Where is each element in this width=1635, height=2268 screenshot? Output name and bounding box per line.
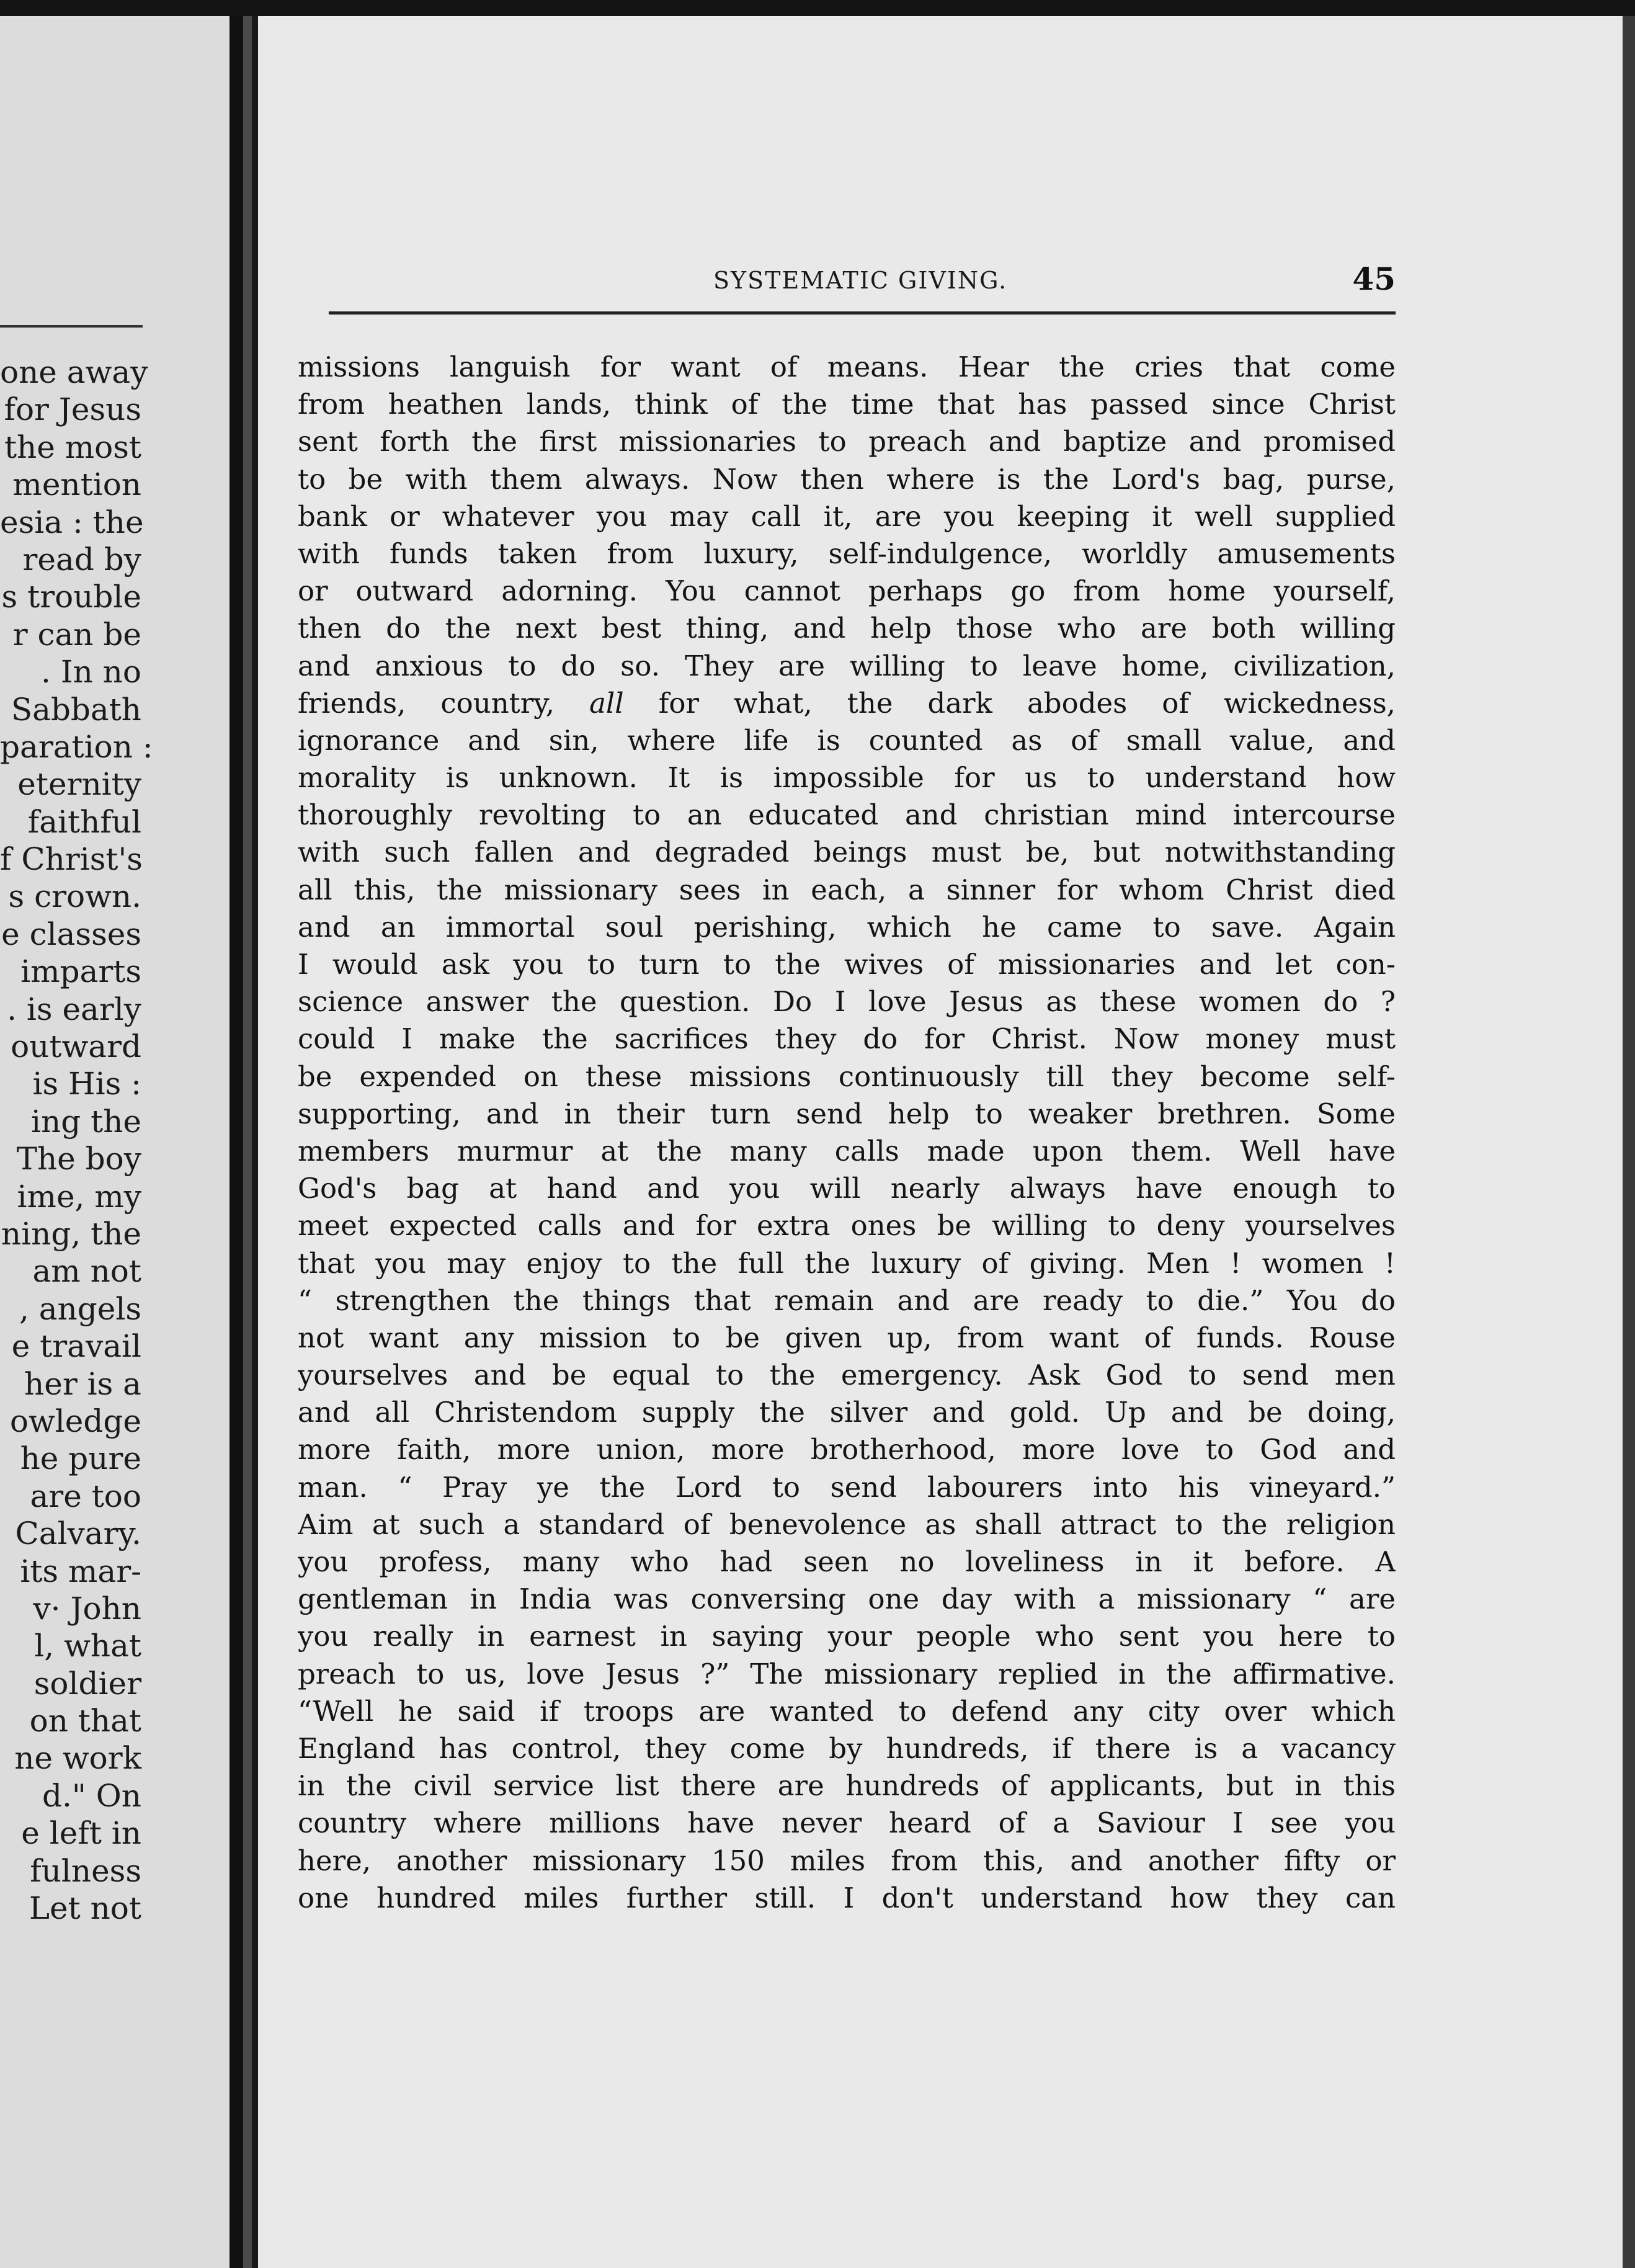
left-page-text-column (0, 354, 153, 1927)
left-page-line: one away (0, 354, 148, 390)
body-line: yourselves and be equal to the emergency. Ask God to send men (298, 1359, 1396, 1392)
body-line: or outward adorning. You cannot perhaps go from home yourself, (298, 574, 1396, 608)
left-page-line: e travail (11, 1328, 141, 1365)
left-page-line: eternity (17, 766, 141, 803)
body-line: could I make the sacrifices they do for Christ. Now money must (298, 1022, 1396, 1056)
body-line: you profess, many who had seen no loveliness in it before. A (298, 1545, 1396, 1578)
left-page-line: s crown. (8, 878, 141, 915)
body-line: friends, country, all for what, the dark abodes of wickedness, (298, 686, 1396, 720)
book-gutter-shadow (229, 16, 243, 2268)
book-gutter-fold (243, 16, 252, 2268)
left-page-line: l, what (34, 1628, 141, 1664)
body-line: man. “ Pray ye the Lord to send labourers into his vineyard.” (298, 1470, 1396, 1504)
left-page-line: Sabbath (11, 691, 141, 728)
body-line: meet expected calls and for extra ones be willing to deny yourselves (298, 1209, 1396, 1243)
left-page-line: . In no (41, 654, 141, 690)
running-title: SYSTEMATIC GIVING. (713, 267, 1008, 294)
body-line: to be with them always. Now then where is the Lord's bag, purse, (298, 462, 1396, 496)
body-line: be expended on these missions continuously till they become self- (298, 1060, 1396, 1093)
left-page-line: esia : the (0, 504, 144, 540)
body-line: country where millions have never heard of a Saviour I see you (298, 1806, 1396, 1840)
left-page-line: mention (12, 467, 141, 503)
left-page-line: read by (22, 541, 141, 578)
page-header (335, 261, 1402, 310)
body-line: then do the next best thing, and help those who are both willing (298, 612, 1396, 645)
left-page-line: f Christ's (0, 841, 143, 878)
body-line: missions languish for want of means. Hear the cries that come (298, 350, 1396, 383)
body-line: sent forth the first missionaries to preach and baptize and promised (298, 425, 1396, 458)
left-page-line: owledge (9, 1403, 141, 1439)
body-line: all this, the missionary sees in each, a sinner for whom Christ died (298, 873, 1396, 906)
left-page-line: . is early (7, 991, 141, 1027)
body-line: England has control, they come by hundreds, if there is a vacancy (298, 1731, 1396, 1765)
left-page-line: ime, my (17, 1178, 141, 1215)
left-page-header-rule (0, 325, 143, 328)
body-line: members murmur at the many calls made upon them. Well have (298, 1134, 1396, 1167)
body-line: you really in earnest in saying your people who sent you here to (298, 1620, 1396, 1653)
body-line: preach to us, love Jesus ?” The missionary replied in the affirmative. (298, 1657, 1396, 1690)
body-line: supporting, and in their turn send help to weaker brethren. Some (298, 1097, 1396, 1130)
body-line: not want any mission to be given up, from want of funds. Rouse (298, 1321, 1396, 1354)
left-page-line: on that (29, 1703, 141, 1739)
left-page-line: the most (4, 429, 141, 465)
left-page-line: imparts (20, 953, 141, 990)
left-page-line: for Jesus (4, 391, 141, 428)
body-line: thoroughly revolting to an educated and christian mind intercourse (298, 798, 1396, 832)
left-page-line: e classes (1, 916, 141, 952)
left-page-line: is His : (32, 1066, 141, 1102)
body-line: science answer the question. Do I love Jesus as these women do ? (298, 985, 1396, 1019)
left-page-line: r can be (12, 616, 141, 653)
body-line: I would ask you to turn to the wives of missionaries and let con- (298, 948, 1396, 981)
body-line: that you may enjoy to the full the luxury of giving. Men ! women ! (298, 1246, 1396, 1280)
body-line: with funds taken from luxury, self-indulgence, worldly amusements (298, 537, 1396, 570)
left-page-line: Let not (29, 1890, 141, 1927)
body-line: ignorance and sin, where life is counted as of small value, and (298, 723, 1396, 757)
body-line: morality is unknown. It is impossible for us to understand how (298, 761, 1396, 795)
page-number: 45 (1352, 261, 1396, 297)
body-line: from heathen lands, think of the time that has passed since Christ (298, 388, 1396, 421)
left-page-line: he pure (20, 1440, 141, 1477)
left-page-line: ne work (14, 1740, 141, 1777)
body-line: “ strengthen the things that remain and are ready to die.” You do (298, 1284, 1396, 1317)
header-rule (329, 311, 1396, 315)
body-line: “Well he said if troops are wanted to defend any city over which (298, 1694, 1396, 1728)
left-page-line: faithful (27, 803, 141, 840)
body-text (298, 349, 1396, 1917)
body-line: Aim at such a standard of benevolence as shall attract to the religion (298, 1507, 1396, 1541)
left-page-line: her is a (24, 1365, 141, 1402)
body-line: and all Christendom supply the silver and gold. Up and be doing, (298, 1396, 1396, 1429)
body-line: here, another missionary 150 miles from this, and another fifty or (298, 1844, 1396, 1877)
body-line: one hundred miles further still. I don't understand how they can (298, 1881, 1396, 1914)
body-line: with such fallen and degraded beings must be, but notwithstanding (298, 836, 1396, 869)
left-page-line: , angels (19, 1290, 141, 1327)
right-page-edge-shadow (1623, 16, 1635, 2268)
emphasis-all: all (589, 686, 624, 720)
left-page-line: outward (11, 1029, 141, 1065)
left-page-line: The boy (16, 1141, 141, 1177)
left-page-line: paration : (0, 728, 153, 765)
left-page-line: Calvary. (15, 1516, 141, 1552)
body-line: God's bag at hand and you will nearly always have enough to (298, 1172, 1396, 1205)
book-gutter-edge (252, 16, 258, 2268)
scan-top-border (0, 0, 1635, 16)
left-page-line: ning, the (1, 1215, 141, 1252)
body-line: and an immortal soul perishing, which he came to save. Again (298, 910, 1396, 944)
left-page-fragment (0, 16, 229, 2268)
left-page-line: am not (32, 1253, 141, 1290)
body-line: and anxious to do so. They are willing to leave home, civilization, (298, 649, 1396, 682)
left-page-line: ing the (31, 1103, 141, 1140)
left-page-line: d." On (42, 1777, 141, 1814)
left-page-line: are too (30, 1478, 141, 1514)
body-line: more faith, more union, more brotherhood, more love to God and (298, 1433, 1396, 1467)
body-line: gentleman in India was conversing one day with a missionary “ are (298, 1583, 1396, 1616)
left-page-line: v· John (33, 1590, 141, 1627)
left-page-line: s trouble (1, 579, 141, 615)
left-page-line: its mar- (20, 1553, 141, 1589)
body-line: in the civil service list there are hundreds of applicants, but in this (298, 1769, 1396, 1803)
left-page-line: e left in (21, 1815, 141, 1852)
left-page-line: fulness (30, 1852, 141, 1889)
left-page-line: soldier (33, 1665, 141, 1702)
body-line: bank or whatever you may call it, are you keeping it well supplied (298, 499, 1396, 533)
